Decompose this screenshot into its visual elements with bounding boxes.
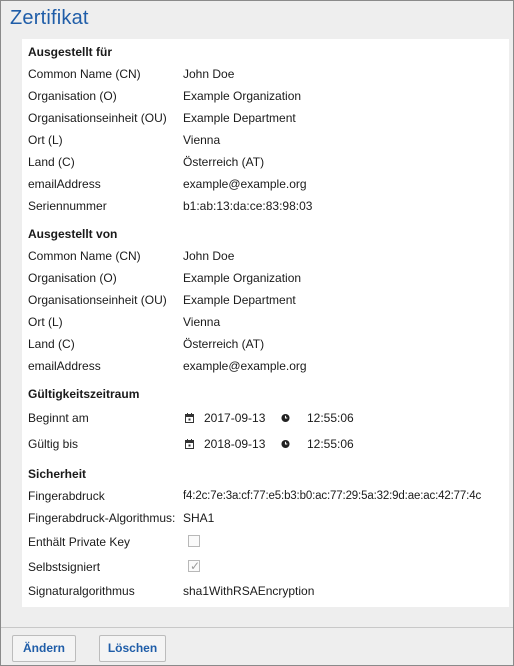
issued-to-email-row <box>28 175 509 193</box>
serial-number-row <box>28 197 509 215</box>
field-value: Example Department <box>183 293 296 307</box>
issued-to-o-row <box>28 87 509 105</box>
calendar-icon <box>185 439 194 449</box>
field-label: Common Name (CN) <box>28 249 141 263</box>
valid-until-date: 2018-09-13 <box>204 437 266 451</box>
field-label: Land (C) <box>28 155 75 169</box>
field-label: Fingerabdruck <box>28 489 105 503</box>
field-value: SHA1 <box>183 511 215 525</box>
field-value: b1:ab:13:da:ce:83:98:03 <box>183 199 313 213</box>
fingerprint-row <box>28 487 509 505</box>
field-value: example@example.org <box>183 177 307 191</box>
field-label: emailAddress <box>28 359 101 373</box>
field-label: Land (C) <box>28 337 75 351</box>
field-label: Beginnt am <box>28 411 89 425</box>
valid-from-time: 12:55:06 <box>307 411 354 425</box>
issued-by-l-row <box>28 313 509 331</box>
issued-to-heading: Ausgestellt für <box>28 45 113 59</box>
self-signed-row <box>28 558 509 576</box>
field-value: Example Department <box>183 111 296 125</box>
field-label: Gültig bis <box>28 437 79 451</box>
delete-button[interactable]: Löschen <box>99 635 166 662</box>
issued-by-email-row <box>28 357 509 375</box>
issued-by-heading: Ausgestellt von <box>28 227 118 241</box>
self-signed-checkbox[interactable] <box>188 560 200 572</box>
field-label: Enthält Private Key <box>28 535 131 549</box>
footer-divider <box>1 627 513 628</box>
field-value: example@example.org <box>183 359 307 373</box>
field-value: John Doe <box>183 67 235 81</box>
valid-from-date: 2017-09-13 <box>204 411 266 425</box>
security-heading: Sicherheit <box>28 467 87 481</box>
clock-icon <box>281 413 290 423</box>
field-label: Common Name (CN) <box>28 67 141 81</box>
field-value: Example Organization <box>183 89 302 103</box>
field-value: Example Organization <box>183 271 302 285</box>
field-label: Organisation (O) <box>28 271 117 285</box>
field-label: Organisationseinheit (OU) <box>28 111 167 125</box>
validity-heading: Gültigkeitszeitraum <box>28 387 140 401</box>
private-key-row <box>28 533 509 551</box>
field-label: Ort (L) <box>28 133 63 147</box>
clock-icon <box>281 439 290 449</box>
valid-until-row <box>28 435 509 453</box>
field-label: Organisation (O) <box>28 89 117 103</box>
field-label: Signaturalgorithmus <box>28 584 135 598</box>
issued-by-ou-row <box>28 291 509 309</box>
fingerprint-algorithm-row <box>28 509 509 527</box>
field-label: emailAddress <box>28 177 101 191</box>
issued-to-ou-row <box>28 109 509 127</box>
issued-by-cn-row <box>28 247 509 265</box>
fingerprint-value: f4:2c:7e:3a:cf:77:e5:b3:b0:ac:77:29:5a:32:9d:ae:ac:42:77:4c <box>183 490 482 502</box>
issued-to-l-row <box>28 131 509 149</box>
window-title: Zertifikat <box>10 7 89 29</box>
field-label: Ort (L) <box>28 315 63 329</box>
field-value: Vienna <box>183 133 221 147</box>
private-key-checkbox[interactable] <box>188 535 200 547</box>
issued-to-c-row <box>28 153 509 171</box>
issued-by-o-row <box>28 269 509 287</box>
valid-until-time: 12:55:06 <box>307 437 354 451</box>
change-button[interactable]: Ändern <box>12 635 76 662</box>
field-value: Österreich (AT) <box>183 337 265 351</box>
field-value: John Doe <box>183 249 235 263</box>
field-label: Organisationseinheit (OU) <box>28 293 167 307</box>
field-label: Seriennummer <box>28 199 107 213</box>
valid-from-row <box>28 409 509 427</box>
certificate-details <box>22 39 509 607</box>
signature-algorithm-row <box>28 582 509 600</box>
field-value: Vienna <box>183 315 221 329</box>
field-value: sha1WithRSAEncryption <box>183 584 315 598</box>
field-label: Fingerabdruck-Algorithmus: <box>28 511 176 525</box>
field-value: Österreich (AT) <box>183 155 265 169</box>
checkmark-icon: ✓ <box>190 559 201 573</box>
field-label: Selbstsigniert <box>28 560 101 574</box>
calendar-icon <box>185 413 194 423</box>
issued-to-cn-row <box>28 65 509 83</box>
issued-by-c-row <box>28 335 509 353</box>
